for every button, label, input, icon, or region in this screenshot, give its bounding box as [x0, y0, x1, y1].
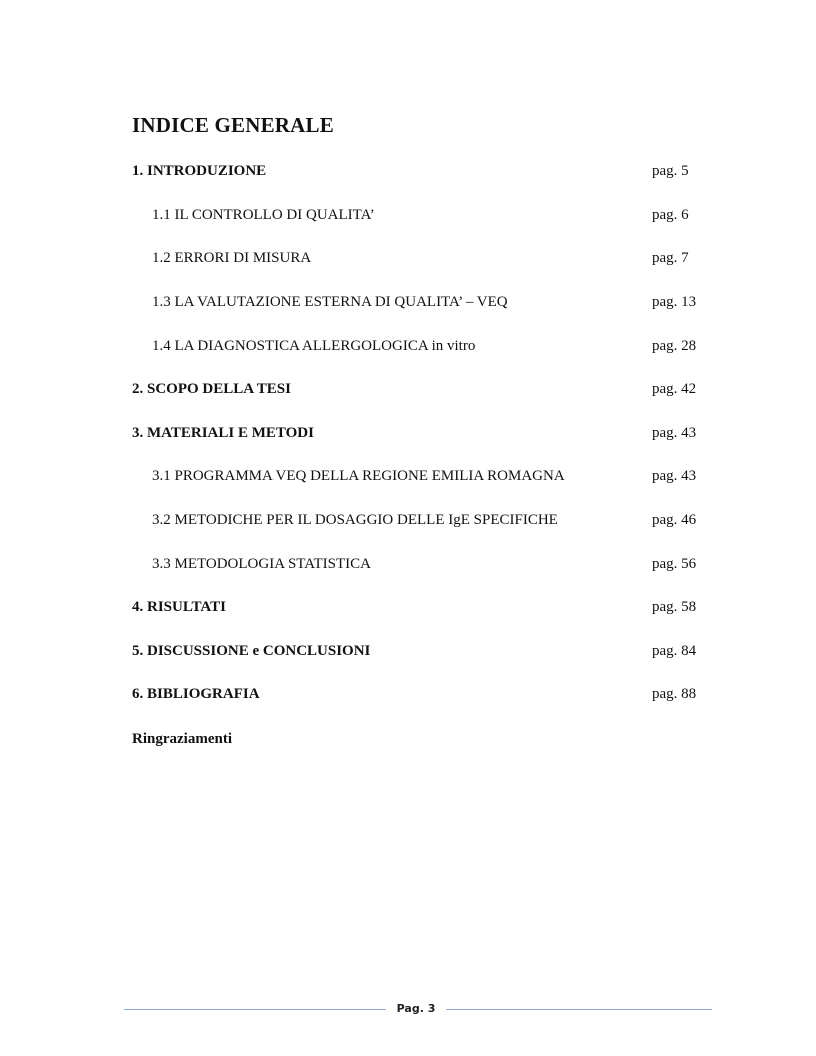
- toc-page-number: pag. 5: [652, 163, 689, 179]
- toc-label: 6. BIBLIOGRAFIA: [132, 686, 260, 702]
- page-title: INDICE GENERALE: [132, 113, 334, 137]
- toc-page-number: pag. 42: [652, 381, 697, 397]
- toc-row[interactable]: [132, 422, 732, 444]
- toc-page-number: pag. 13: [652, 294, 697, 310]
- footer-divider-right: [446, 1009, 712, 1010]
- toc-row[interactable]: [132, 378, 732, 400]
- toc-label: 1.4 LA DIAGNOSTICA ALLERGOLOGICA in vitro: [152, 338, 476, 354]
- toc-row[interactable]: [132, 596, 732, 618]
- toc-row[interactable]: [132, 465, 732, 487]
- toc-page-number: pag. 43: [652, 468, 697, 484]
- toc-row[interactable]: [132, 728, 732, 750]
- toc-page-number: pag. 84: [652, 643, 697, 659]
- toc-label: 5. DISCUSSIONE e CONCLUSIONI: [132, 643, 371, 659]
- toc-row[interactable]: [132, 553, 732, 575]
- toc-label: 1.2 ERRORI DI MISURA: [152, 250, 312, 266]
- toc-row[interactable]: [132, 509, 732, 531]
- toc-page-number: pag. 46: [652, 512, 697, 528]
- toc-row[interactable]: [132, 247, 732, 269]
- toc-label: 2. SCOPO DELLA TESI: [132, 381, 291, 397]
- toc-row[interactable]: [132, 683, 732, 705]
- toc-label: 1.3 LA VALUTAZIONE ESTERNA DI QUALITA’ – VEQ: [152, 294, 508, 310]
- toc-label: Ringraziamenti: [132, 731, 232, 747]
- toc-row[interactable]: [132, 335, 732, 357]
- toc-row[interactable]: [132, 291, 732, 313]
- toc-page-number: pag. 88: [652, 686, 697, 702]
- toc-page-number: pag. 56: [652, 556, 697, 572]
- toc-page-number: pag. 6: [652, 207, 689, 223]
- toc-label: 3.2 METODICHE PER IL DOSAGGIO DELLE IgE SPECIFICHE: [152, 512, 558, 528]
- toc-label: 3.3 METODOLOGIA STATISTICA: [152, 556, 371, 572]
- toc-page-number: pag. 58: [652, 599, 697, 615]
- footer-page-number: Pag. 3: [396, 1002, 436, 1015]
- toc-row[interactable]: [132, 160, 732, 182]
- toc-label: 3. MATERIALI E METODI: [132, 425, 314, 441]
- toc-row[interactable]: [132, 640, 732, 662]
- page-footer: [124, 1000, 712, 1020]
- toc-page-number: pag. 43: [652, 425, 697, 441]
- toc-label: 3.1 PROGRAMMA VEQ DELLA REGIONE EMILIA ROMAGNA: [152, 468, 565, 484]
- toc-label: 1. INTRODUZIONE: [132, 163, 267, 179]
- footer-divider-left: [124, 1009, 386, 1010]
- toc-row[interactable]: [132, 204, 732, 226]
- toc-page-number: pag. 7: [652, 250, 689, 266]
- toc-page-number: pag. 28: [652, 338, 697, 354]
- toc-label: 4. RISULTATI: [132, 599, 226, 615]
- toc-label: 1.1 IL CONTROLLO DI QUALITA’: [152, 207, 375, 223]
